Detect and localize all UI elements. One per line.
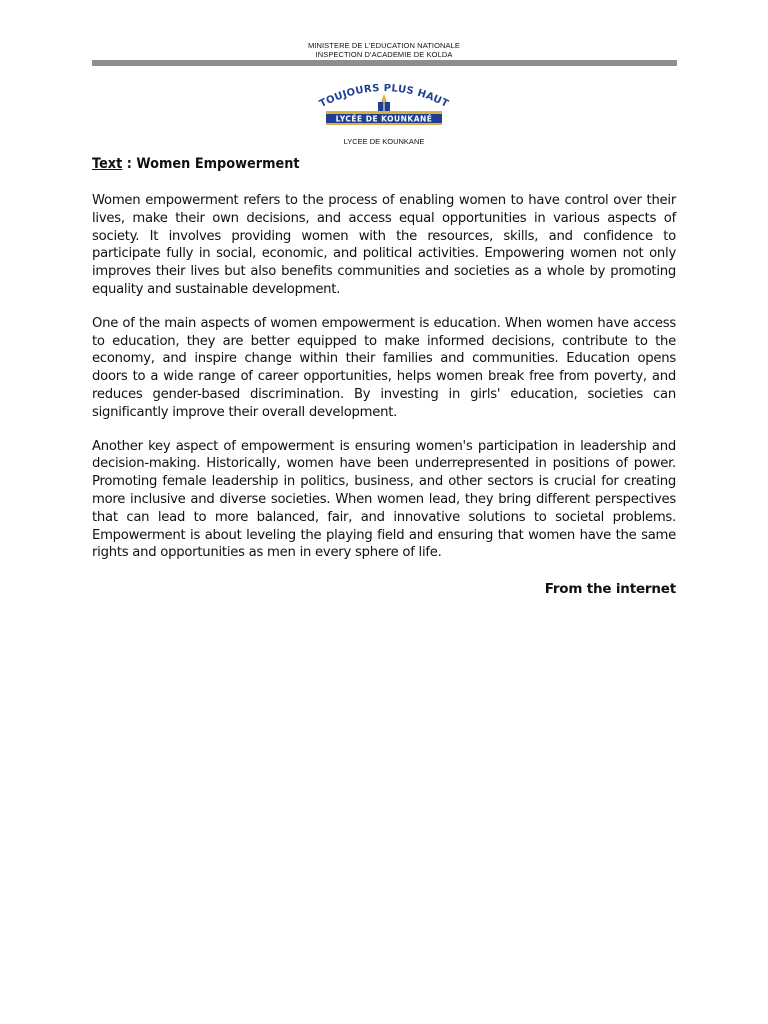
title-separator: : xyxy=(122,156,137,172)
logo-motto: TOUJOURS PLUS HAUT xyxy=(318,84,450,110)
logo-banner-text: LYCÉE DE KOUNKANÉ xyxy=(335,114,433,124)
document-title xyxy=(92,156,300,172)
school-logo xyxy=(318,84,450,126)
paragraph: Another key aspect of empowerment is ensuring women's participation in leadership and decision-making. Historically, women have been underrepresented in positions of power. Promoting female leadership in politics, business, and other sectors is crucial for creating more inclusive and diverse societies. When women lead, they bring different perspectives that can lead to more balanced, fair, and innovative solutions to societal problems. Empowerment is about leveling the playing field and ensuring that women have the same rights and opportunities as men in every sphere of life. xyxy=(92,438,676,561)
title-text: Women Empowerment xyxy=(136,156,300,172)
document-header xyxy=(0,42,768,59)
ministry-line: MINISTERE DE L'EDUCATION NATIONALE xyxy=(307,41,461,50)
header-divider xyxy=(92,60,677,66)
paragraph: One of the main aspects of women empowerment is education. When women have access to education, they are better equipped to make informed decisions, contribute to the economy, and inspire change within their families and communities. Education opens doors to a wide range of career opportunities, helps women break free from poverty, and reduces gender-based discrimination. By investing in girls' education, societies can significantly improve their overall development. xyxy=(92,315,676,420)
school-name: LYCEE DE KOUNKANE xyxy=(343,137,425,146)
title-label: Text xyxy=(92,156,123,172)
document-body xyxy=(92,192,676,578)
paragraph: Women empowerment refers to the process of enabling women to have control over their lives, make their own decisions, and access equal opportunities in various aspects of society. It involves providing women with the resources, skills, and confidence to participate fully in social, economic, and political activities. Empowering women not only improves their lives but also benefits communities and societies as a whole by promoting equality and sustainable development. xyxy=(92,193,676,297)
source-attribution: From the internet xyxy=(544,581,676,597)
inspection-line: INSPECTION D'ACADEMIE DE KOLDA xyxy=(315,49,453,59)
